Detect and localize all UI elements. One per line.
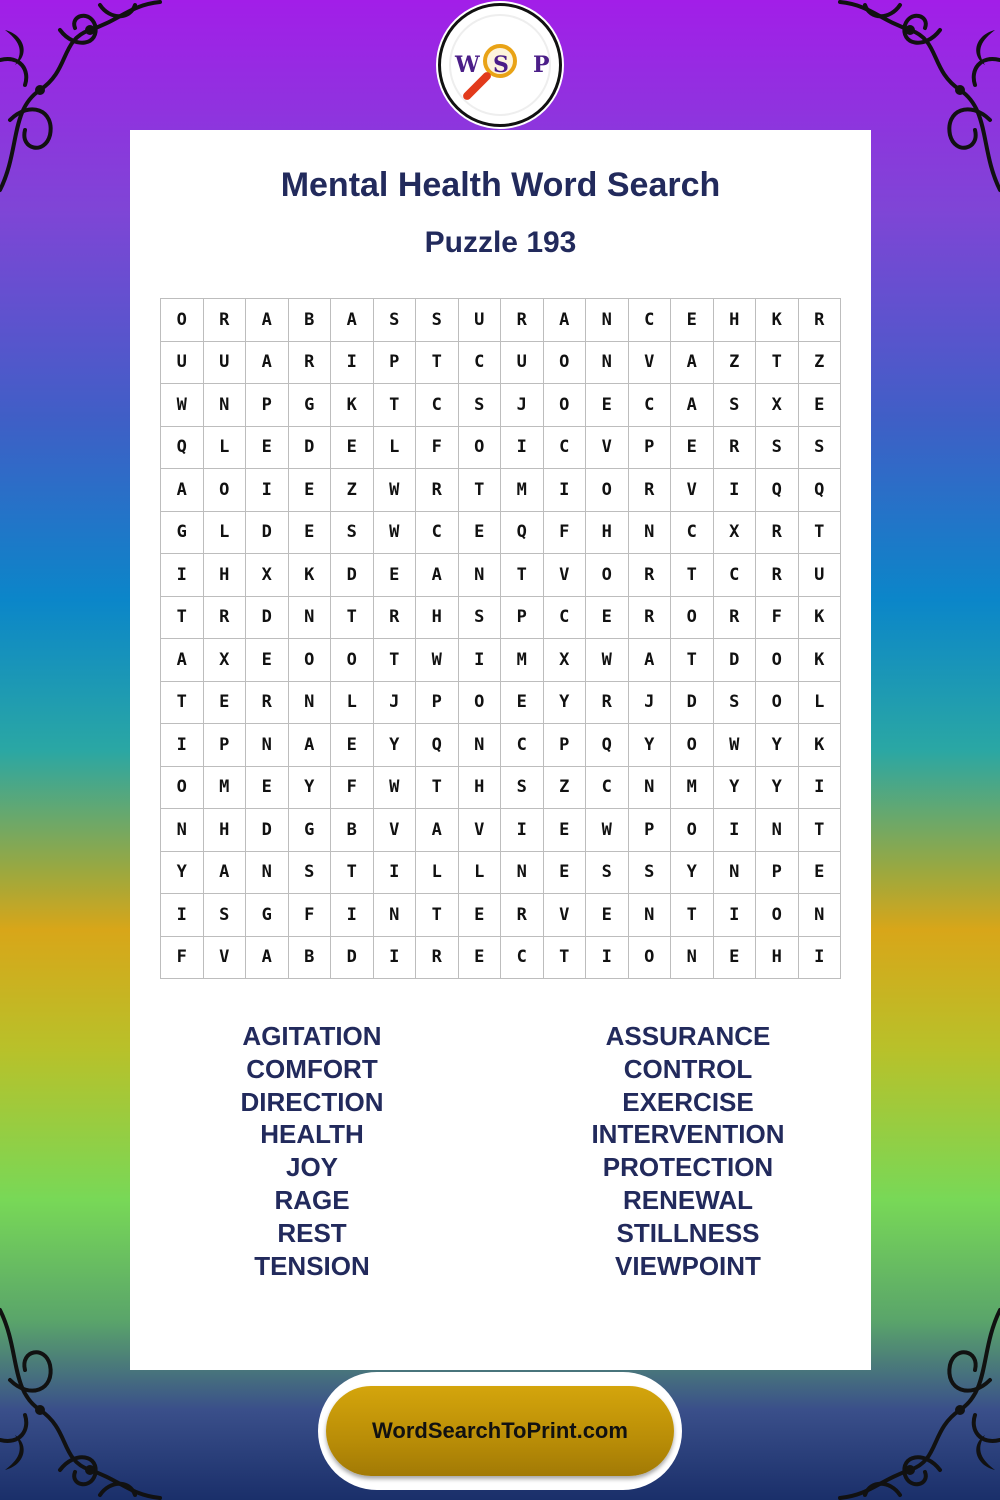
grid-cell[interactable]: Y [756, 724, 799, 767]
grid-cell[interactable]: W [374, 767, 417, 810]
grid-cell[interactable]: I [161, 554, 204, 597]
grid-cell[interactable]: E [459, 512, 502, 555]
grid-cell[interactable]: E [289, 512, 332, 555]
puzzle-number: Puzzle 193 [424, 226, 577, 259]
grid-cell[interactable]: D [246, 512, 289, 555]
grid-cell[interactable]: T [416, 767, 459, 810]
grid-cell[interactable]: K [756, 299, 799, 342]
grid-cell[interactable]: E [289, 469, 332, 512]
grid-cell[interactable]: D [671, 682, 714, 725]
grid-cell[interactable]: J [501, 384, 544, 427]
grid-cell[interactable]: D [714, 639, 757, 682]
grid-cell[interactable]: I [714, 894, 757, 937]
grid-cell[interactable]: G [161, 512, 204, 555]
grid-cell[interactable]: N [629, 512, 672, 555]
grid-cell[interactable]: S [586, 852, 629, 895]
grid-cell[interactable]: P [544, 724, 587, 767]
grid-cell[interactable]: A [161, 639, 204, 682]
grid-cell[interactable]: X [714, 512, 757, 555]
grid-cell[interactable]: I [586, 937, 629, 980]
grid-cell[interactable]: S [331, 512, 374, 555]
word-item: INTERVENTION [591, 1119, 785, 1150]
grid-cell[interactable]: E [459, 937, 502, 980]
grid-cell[interactable]: I [544, 469, 587, 512]
grid-cell[interactable]: E [331, 427, 374, 470]
grid-cell[interactable]: N [289, 682, 332, 725]
grid-cell[interactable]: L [459, 852, 502, 895]
grid-cell[interactable]: C [501, 724, 544, 767]
grid-cell[interactable]: E [246, 767, 289, 810]
grid-cell[interactable]: O [544, 342, 587, 385]
grid-cell[interactable]: L [374, 427, 417, 470]
word-item: TENSION [254, 1250, 370, 1281]
grid-cell[interactable]: U [204, 342, 247, 385]
grid-cell[interactable]: N [586, 342, 629, 385]
grid-cell[interactable]: S [459, 384, 502, 427]
grid-cell[interactable]: W [714, 724, 757, 767]
grid-cell[interactable]: C [714, 554, 757, 597]
grid-cell[interactable]: T [374, 639, 417, 682]
word-list-left [162, 1020, 462, 1282]
grid-cell[interactable]: D [331, 554, 374, 597]
grid-cell[interactable]: A [246, 937, 289, 980]
grid-cell[interactable]: T [331, 852, 374, 895]
grid-cell[interactable]: E [544, 852, 587, 895]
grid-cell[interactable]: R [246, 682, 289, 725]
grid-cell[interactable]: L [416, 852, 459, 895]
grid-cell[interactable]: Q [416, 724, 459, 767]
grid-cell[interactable]: C [629, 384, 672, 427]
grid-cell[interactable]: A [161, 469, 204, 512]
grid-cell[interactable]: K [799, 724, 842, 767]
grid-cell[interactable]: R [629, 469, 672, 512]
grid-cell[interactable]: E [204, 682, 247, 725]
grid-cell[interactable]: Z [544, 767, 587, 810]
grid-cell[interactable]: O [204, 469, 247, 512]
grid-cell[interactable]: O [586, 469, 629, 512]
grid-cell[interactable]: E [246, 427, 289, 470]
grid-cell[interactable]: F [544, 512, 587, 555]
grid-cell[interactable]: O [331, 639, 374, 682]
grid-cell[interactable]: O [459, 427, 502, 470]
grid-cell[interactable]: X [204, 639, 247, 682]
grid-cell[interactable]: Y [374, 724, 417, 767]
grid-cell[interactable]: H [416, 597, 459, 640]
grid-cell[interactable]: V [544, 554, 587, 597]
grid-cell[interactable]: A [629, 639, 672, 682]
grid-cell[interactable]: N [629, 767, 672, 810]
grid-cell[interactable]: P [246, 384, 289, 427]
grid-cell[interactable]: R [289, 342, 332, 385]
grid-cell[interactable]: T [671, 639, 714, 682]
grid-cell[interactable]: S [459, 597, 502, 640]
grid-cell[interactable]: V [671, 469, 714, 512]
grid-cell[interactable]: P [374, 342, 417, 385]
grid-cell[interactable]: H [204, 554, 247, 597]
grid-cell[interactable]: E [544, 809, 587, 852]
grid-cell[interactable]: T [671, 894, 714, 937]
grid-cell[interactable]: O [671, 597, 714, 640]
grid-cell[interactable]: H [204, 809, 247, 852]
word-item: RENEWAL [623, 1184, 753, 1215]
grid-cell[interactable]: O [671, 809, 714, 852]
grid-cell[interactable]: W [586, 639, 629, 682]
grid-cell[interactable]: N [289, 597, 332, 640]
grid-cell[interactable]: C [501, 937, 544, 980]
grid-cell[interactable]: Q [501, 512, 544, 555]
grid-cell[interactable]: W [586, 809, 629, 852]
grid-cell[interactable]: E [586, 597, 629, 640]
grid-cell[interactable]: L [331, 682, 374, 725]
grid-cell[interactable]: E [331, 724, 374, 767]
grid-cell[interactable]: A [544, 299, 587, 342]
grid-cell[interactable]: O [671, 724, 714, 767]
grid-cell[interactable]: L [204, 427, 247, 470]
grid-cell[interactable]: N [459, 724, 502, 767]
word-item: COMFORT [246, 1053, 378, 1084]
grid-cell[interactable]: M [204, 767, 247, 810]
grid-cell[interactable]: I [374, 937, 417, 980]
grid-cell[interactable]: T [416, 894, 459, 937]
grid-cell[interactable]: A [331, 299, 374, 342]
grid-cell[interactable]: U [799, 554, 842, 597]
grid-cell[interactable]: S [416, 299, 459, 342]
grid-cell[interactable]: S [714, 682, 757, 725]
grid-cell[interactable]: H [459, 767, 502, 810]
grid-cell[interactable]: H [714, 299, 757, 342]
grid-cell[interactable]: C [586, 767, 629, 810]
grid-cell[interactable]: V [544, 894, 587, 937]
grid-cell[interactable]: A [204, 852, 247, 895]
grid-cell[interactable]: S [629, 852, 672, 895]
grid-cell[interactable]: C [416, 384, 459, 427]
grid-cell[interactable]: Q [799, 469, 842, 512]
grid-cell[interactable]: V [586, 427, 629, 470]
grid-cell[interactable]: O [289, 639, 332, 682]
grid-cell[interactable]: I [714, 809, 757, 852]
grid-cell[interactable]: I [799, 937, 842, 980]
grid-cell[interactable]: N [671, 937, 714, 980]
grid-cell[interactable]: R [204, 299, 247, 342]
grid-cell[interactable]: R [799, 299, 842, 342]
grid-cell[interactable]: E [671, 299, 714, 342]
grid-cell[interactable]: L [799, 682, 842, 725]
grid-cell[interactable]: O [161, 767, 204, 810]
grid-cell[interactable]: K [331, 384, 374, 427]
grid-cell[interactable]: S [289, 852, 332, 895]
grid-cell[interactable]: F [416, 427, 459, 470]
grid-cell[interactable]: N [246, 852, 289, 895]
grid-cell[interactable]: R [756, 512, 799, 555]
grid-cell[interactable]: K [799, 639, 842, 682]
grid-cell[interactable]: O [756, 639, 799, 682]
grid-cell[interactable]: N [459, 554, 502, 597]
grid-cell[interactable]: I [799, 767, 842, 810]
word-item: RAGE [274, 1184, 350, 1215]
grid-cell[interactable]: C [459, 342, 502, 385]
grid-cell[interactable]: D [246, 809, 289, 852]
grid-cell[interactable]: C [671, 512, 714, 555]
grid-cell[interactable]: O [629, 937, 672, 980]
grid-cell[interactable]: I [374, 852, 417, 895]
grid-cell[interactable]: L [204, 512, 247, 555]
grid-cell[interactable]: R [756, 554, 799, 597]
grid-cell[interactable]: S [501, 767, 544, 810]
grid-cell[interactable]: T [671, 554, 714, 597]
grid-cell[interactable]: U [161, 342, 204, 385]
grid-cell[interactable]: R [501, 299, 544, 342]
grid-cell[interactable]: I [501, 809, 544, 852]
grid-cell[interactable]: V [629, 342, 672, 385]
website-button[interactable] [326, 1386, 674, 1476]
grid-cell[interactable]: R [629, 554, 672, 597]
grid-cell[interactable]: G [246, 894, 289, 937]
logo-letter-w: W [455, 52, 480, 78]
grid-cell[interactable]: I [161, 894, 204, 937]
grid-cell[interactable]: R [416, 937, 459, 980]
grid-cell[interactable]: I [459, 639, 502, 682]
grid-cell[interactable]: O [544, 384, 587, 427]
grid-cell[interactable]: R [374, 597, 417, 640]
grid-cell[interactable]: I [714, 469, 757, 512]
grid-cell[interactable]: M [501, 639, 544, 682]
grid-cell[interactable]: P [416, 682, 459, 725]
grid-cell[interactable]: O [586, 554, 629, 597]
grid-cell[interactable]: E [246, 639, 289, 682]
grid-cell[interactable]: X [756, 384, 799, 427]
grid-cell[interactable]: R [629, 597, 672, 640]
grid-cell[interactable]: E [799, 852, 842, 895]
grid-cell[interactable]: N [756, 809, 799, 852]
website-badge [318, 1372, 682, 1490]
grid-cell[interactable]: P [629, 809, 672, 852]
website-label: WordSearchToPrint.com [372, 1418, 628, 1443]
grid-cell[interactable]: E [799, 384, 842, 427]
grid-cell[interactable]: I [331, 894, 374, 937]
grid-cell[interactable]: S [799, 427, 842, 470]
grid-cell[interactable]: T [501, 554, 544, 597]
grid-cell[interactable]: K [799, 597, 842, 640]
grid-cell[interactable]: W [374, 469, 417, 512]
grid-cell[interactable]: R [501, 894, 544, 937]
word-item: ASSURANCE [605, 1021, 771, 1051]
letter-grid [160, 298, 841, 979]
grid-cell[interactable]: I [331, 342, 374, 385]
grid-cell[interactable]: F [161, 937, 204, 980]
grid-cell[interactable]: A [246, 342, 289, 385]
grid-cell[interactable]: H [586, 512, 629, 555]
grid-cell[interactable]: N [586, 299, 629, 342]
grid-cell[interactable]: A [671, 342, 714, 385]
grid-cell[interactable]: Q [756, 469, 799, 512]
grid-cell[interactable]: D [289, 427, 332, 470]
grid-cell[interactable]: C [544, 427, 587, 470]
grid-cell[interactable]: Y [161, 852, 204, 895]
grid-cell[interactable]: A [289, 724, 332, 767]
grid-cell[interactable]: R [416, 469, 459, 512]
grid-cell[interactable]: O [459, 682, 502, 725]
grid-cell[interactable]: A [671, 384, 714, 427]
grid-cell[interactable]: X [246, 554, 289, 597]
grid-cell[interactable]: F [756, 597, 799, 640]
grid-cell[interactable]: B [331, 809, 374, 852]
grid-cell[interactable]: C [629, 299, 672, 342]
grid-cell[interactable]: N [161, 809, 204, 852]
word-item: EXERCISE [622, 1086, 754, 1117]
grid-cell[interactable]: R [204, 597, 247, 640]
grid-cell[interactable]: W [416, 639, 459, 682]
grid-cell[interactable]: M [501, 469, 544, 512]
word-item: DIRECTION [240, 1086, 384, 1117]
grid-cell[interactable]: F [289, 894, 332, 937]
grid-cell[interactable]: E [586, 384, 629, 427]
grid-cell[interactable]: W [374, 512, 417, 555]
grid-cell[interactable]: O [756, 682, 799, 725]
grid-cell[interactable]: W [161, 384, 204, 427]
grid-cell[interactable]: T [416, 342, 459, 385]
logo-letter-p: P [533, 52, 550, 78]
grid-cell[interactable]: R [586, 682, 629, 725]
grid-cell[interactable]: Q [586, 724, 629, 767]
grid-cell[interactable]: S [374, 299, 417, 342]
grid-cell[interactable]: N [714, 852, 757, 895]
grid-cell[interactable]: M [671, 767, 714, 810]
grid-cell[interactable]: V [204, 937, 247, 980]
grid-cell[interactable]: C [544, 597, 587, 640]
grid-cell[interactable]: Y [671, 852, 714, 895]
grid-cell[interactable]: T [544, 937, 587, 980]
grid-cell[interactable]: F [331, 767, 374, 810]
grid-cell[interactable]: T [161, 597, 204, 640]
grid-cell[interactable]: D [331, 937, 374, 980]
grid-cell[interactable]: R [714, 427, 757, 470]
grid-cell[interactable]: N [374, 894, 417, 937]
grid-cell[interactable]: K [289, 554, 332, 597]
word-item: CONTROL [623, 1053, 753, 1084]
grid-cell[interactable]: H [756, 937, 799, 980]
grid-cell[interactable]: I [501, 427, 544, 470]
grid-cell[interactable]: X [544, 639, 587, 682]
grid-cell[interactable]: O [756, 894, 799, 937]
grid-cell[interactable]: A [246, 299, 289, 342]
grid-cell[interactable]: E [671, 427, 714, 470]
word-item: VIEWPOINT [615, 1250, 761, 1281]
grid-cell[interactable]: S [714, 384, 757, 427]
grid-cell[interactable]: G [289, 384, 332, 427]
grid-cell[interactable]: N [799, 894, 842, 937]
word-item: PROTECTION [602, 1152, 774, 1183]
grid-cell[interactable]: T [756, 342, 799, 385]
grid-cell[interactable]: U [459, 299, 502, 342]
grid-cell[interactable]: Z [799, 342, 842, 385]
grid-cell[interactable]: Y [714, 767, 757, 810]
grid-cell[interactable]: S [756, 427, 799, 470]
word-item: JOY [285, 1152, 339, 1183]
word-item: AGITATION [242, 1021, 382, 1051]
grid-cell[interactable]: G [289, 809, 332, 852]
grid-cell[interactable]: I [246, 469, 289, 512]
grid-cell[interactable]: O [161, 299, 204, 342]
word-item: STILLNESS [616, 1217, 760, 1248]
grid-cell[interactable]: E [714, 937, 757, 980]
grid-cell[interactable]: V [459, 809, 502, 852]
grid-cell[interactable]: V [374, 809, 417, 852]
grid-cell[interactable]: Y [629, 724, 672, 767]
puzzle-sheet [130, 130, 871, 1370]
grid-cell[interactable]: N [629, 894, 672, 937]
grid-cell[interactable]: E [501, 682, 544, 725]
grid-cell[interactable]: N [246, 724, 289, 767]
grid-cell[interactable]: C [416, 512, 459, 555]
grid-cell[interactable]: T [331, 597, 374, 640]
grid-cell[interactable]: Q [161, 427, 204, 470]
logo-letter-s: S [493, 52, 509, 78]
grid-cell[interactable]: Z [714, 342, 757, 385]
grid-cell[interactable]: B [289, 937, 332, 980]
grid-cell[interactable]: Y [756, 767, 799, 810]
grid-cell[interactable]: T [374, 384, 417, 427]
grid-cell[interactable]: T [799, 809, 842, 852]
grid-cell[interactable]: B [289, 299, 332, 342]
grid-cell[interactable]: N [204, 384, 247, 427]
grid-cell[interactable]: E [586, 894, 629, 937]
grid-cell[interactable]: D [246, 597, 289, 640]
grid-cell[interactable]: P [204, 724, 247, 767]
grid-cell[interactable]: U [501, 342, 544, 385]
grid-cell[interactable]: A [416, 809, 459, 852]
grid-cell[interactable]: P [501, 597, 544, 640]
grid-cell[interactable]: P [756, 852, 799, 895]
grid-cell[interactable]: T [161, 682, 204, 725]
grid-cell[interactable]: Y [544, 682, 587, 725]
grid-cell[interactable]: S [204, 894, 247, 937]
grid-cell[interactable]: P [629, 427, 672, 470]
grid-cell[interactable]: A [416, 554, 459, 597]
grid-cell[interactable]: Z [331, 469, 374, 512]
grid-cell[interactable]: E [374, 554, 417, 597]
grid-cell[interactable]: I [161, 724, 204, 767]
page-title: Mental Health Word Search [280, 166, 721, 204]
grid-cell[interactable]: R [714, 597, 757, 640]
grid-cell[interactable]: N [501, 852, 544, 895]
grid-cell[interactable]: Y [289, 767, 332, 810]
grid-cell[interactable]: T [799, 512, 842, 555]
word-item: REST [277, 1217, 347, 1248]
word-list-right [538, 1020, 838, 1282]
word-item: HEALTH [260, 1119, 364, 1150]
grid-cell[interactable]: E [459, 894, 502, 937]
grid-cell[interactable]: T [459, 469, 502, 512]
grid-cell[interactable]: J [629, 682, 672, 725]
wsp-logo [438, 3, 562, 127]
grid-cell[interactable]: J [374, 682, 417, 725]
